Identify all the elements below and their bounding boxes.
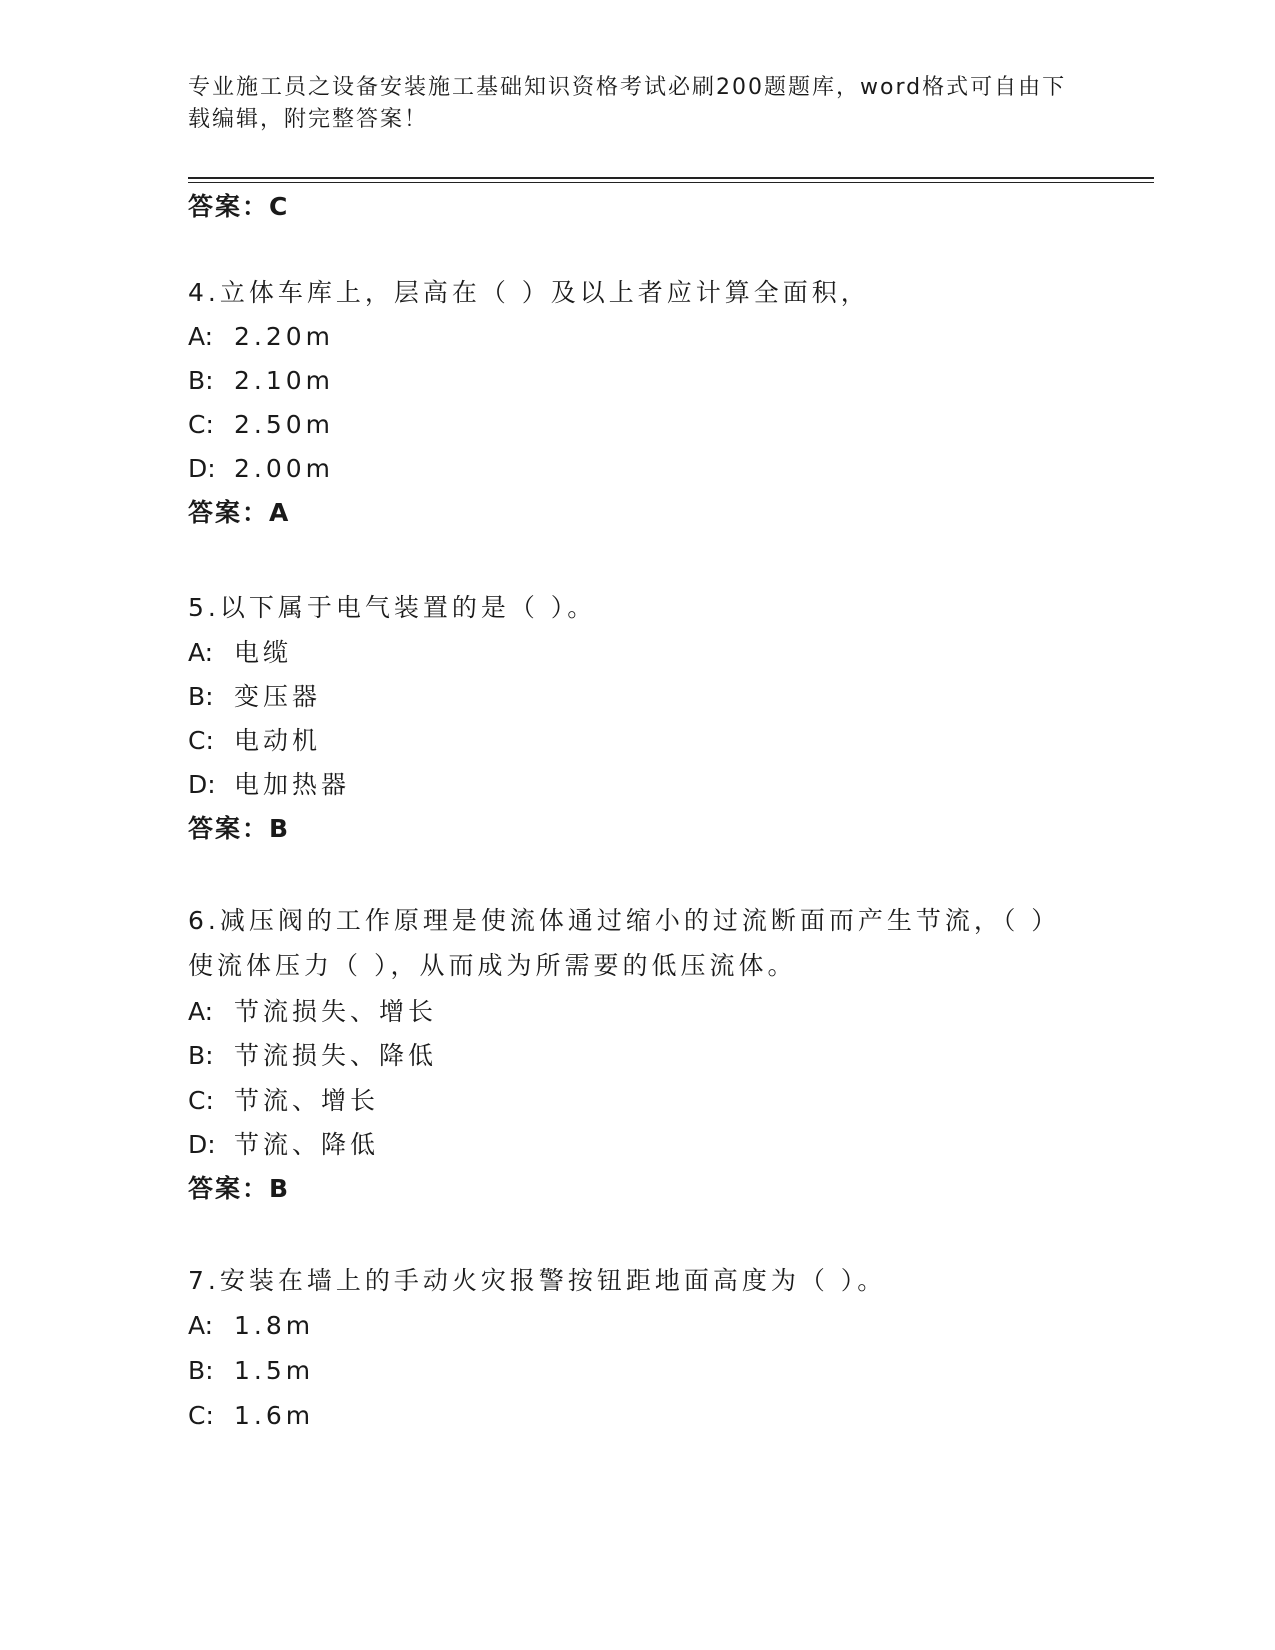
- document-header: 专业施工员之设备安装施工基础知识资格考试必刷200题题库，word格式可自由下载编辑，附完整答案！: [188, 75, 1067, 132]
- option-row: [188, 1354, 314, 1388]
- option-letter: C:: [188, 1401, 214, 1430]
- option-letter: B:: [188, 1356, 214, 1385]
- question-text: 6.减压阀的工作原理是使流体通过缩小的过流断面而产生节流，（ ）使流体压力（ ），从而成为所需要的低压流体。: [188, 906, 1061, 980]
- option-text: 节流、增长: [234, 1086, 380, 1115]
- answer-label: 答案：B: [188, 814, 291, 843]
- option-row: [188, 680, 321, 714]
- option-text: 电加热器: [234, 770, 351, 799]
- option-row: [188, 724, 321, 758]
- answer-label: 答案：B: [188, 1174, 291, 1203]
- option-letter: B:: [188, 1041, 214, 1070]
- option-letter: C:: [188, 410, 214, 439]
- option-row: [188, 1128, 379, 1162]
- question-text: 5.以下属于电气装置的是（ ）。: [188, 593, 597, 622]
- option-row: [188, 1039, 437, 1073]
- header-divider-thick: [188, 177, 1154, 179]
- option-text: 1.8m: [234, 1311, 315, 1340]
- option-text: 电缆: [234, 638, 293, 667]
- option-letter: D:: [188, 1130, 216, 1159]
- option-letter: B:: [188, 366, 214, 395]
- option-row: [188, 1399, 314, 1433]
- option-row: [188, 408, 334, 442]
- option-letter: A:: [188, 638, 214, 667]
- answer-label: 答案：A: [188, 498, 291, 527]
- option-text: 1.6m: [234, 1401, 315, 1430]
- option-row: [188, 1309, 314, 1343]
- option-letter: D:: [188, 454, 216, 483]
- option-row: [188, 320, 334, 354]
- option-text: 1.5m: [234, 1356, 315, 1385]
- option-text: 2.00m: [234, 454, 335, 483]
- option-text: 2.50m: [234, 410, 335, 439]
- option-letter: C:: [188, 1086, 214, 1115]
- option-row: [188, 768, 350, 802]
- option-row: [188, 1084, 379, 1118]
- option-text: 2.20m: [234, 322, 335, 351]
- option-text: 节流损失、降低: [234, 1041, 438, 1070]
- option-text: 节流、降低: [234, 1130, 380, 1159]
- option-row: [188, 995, 437, 1029]
- option-letter: C:: [188, 726, 214, 755]
- option-text: 2.10m: [234, 366, 335, 395]
- option-text: 变压器: [234, 682, 322, 711]
- option-text: 节流损失、增长: [234, 997, 438, 1026]
- question-text: 4.立体车库上，层高在（ ）及以上者应计算全面积，: [188, 278, 870, 307]
- option-letter: B:: [188, 682, 214, 711]
- option-letter: D:: [188, 770, 216, 799]
- option-letter: A:: [188, 322, 214, 351]
- option-row: [188, 364, 334, 398]
- option-row: [188, 636, 292, 670]
- answer-label: 答案：C: [188, 192, 290, 221]
- option-row: [188, 452, 334, 486]
- header-divider-thin: [188, 182, 1154, 183]
- question-text: 7.安装在墙上的手动火灾报警按钮距地面高度为（ ）。: [188, 1266, 887, 1295]
- option-letter: A:: [188, 997, 214, 1026]
- option-letter: A:: [188, 1311, 214, 1340]
- option-text: 电动机: [234, 726, 322, 755]
